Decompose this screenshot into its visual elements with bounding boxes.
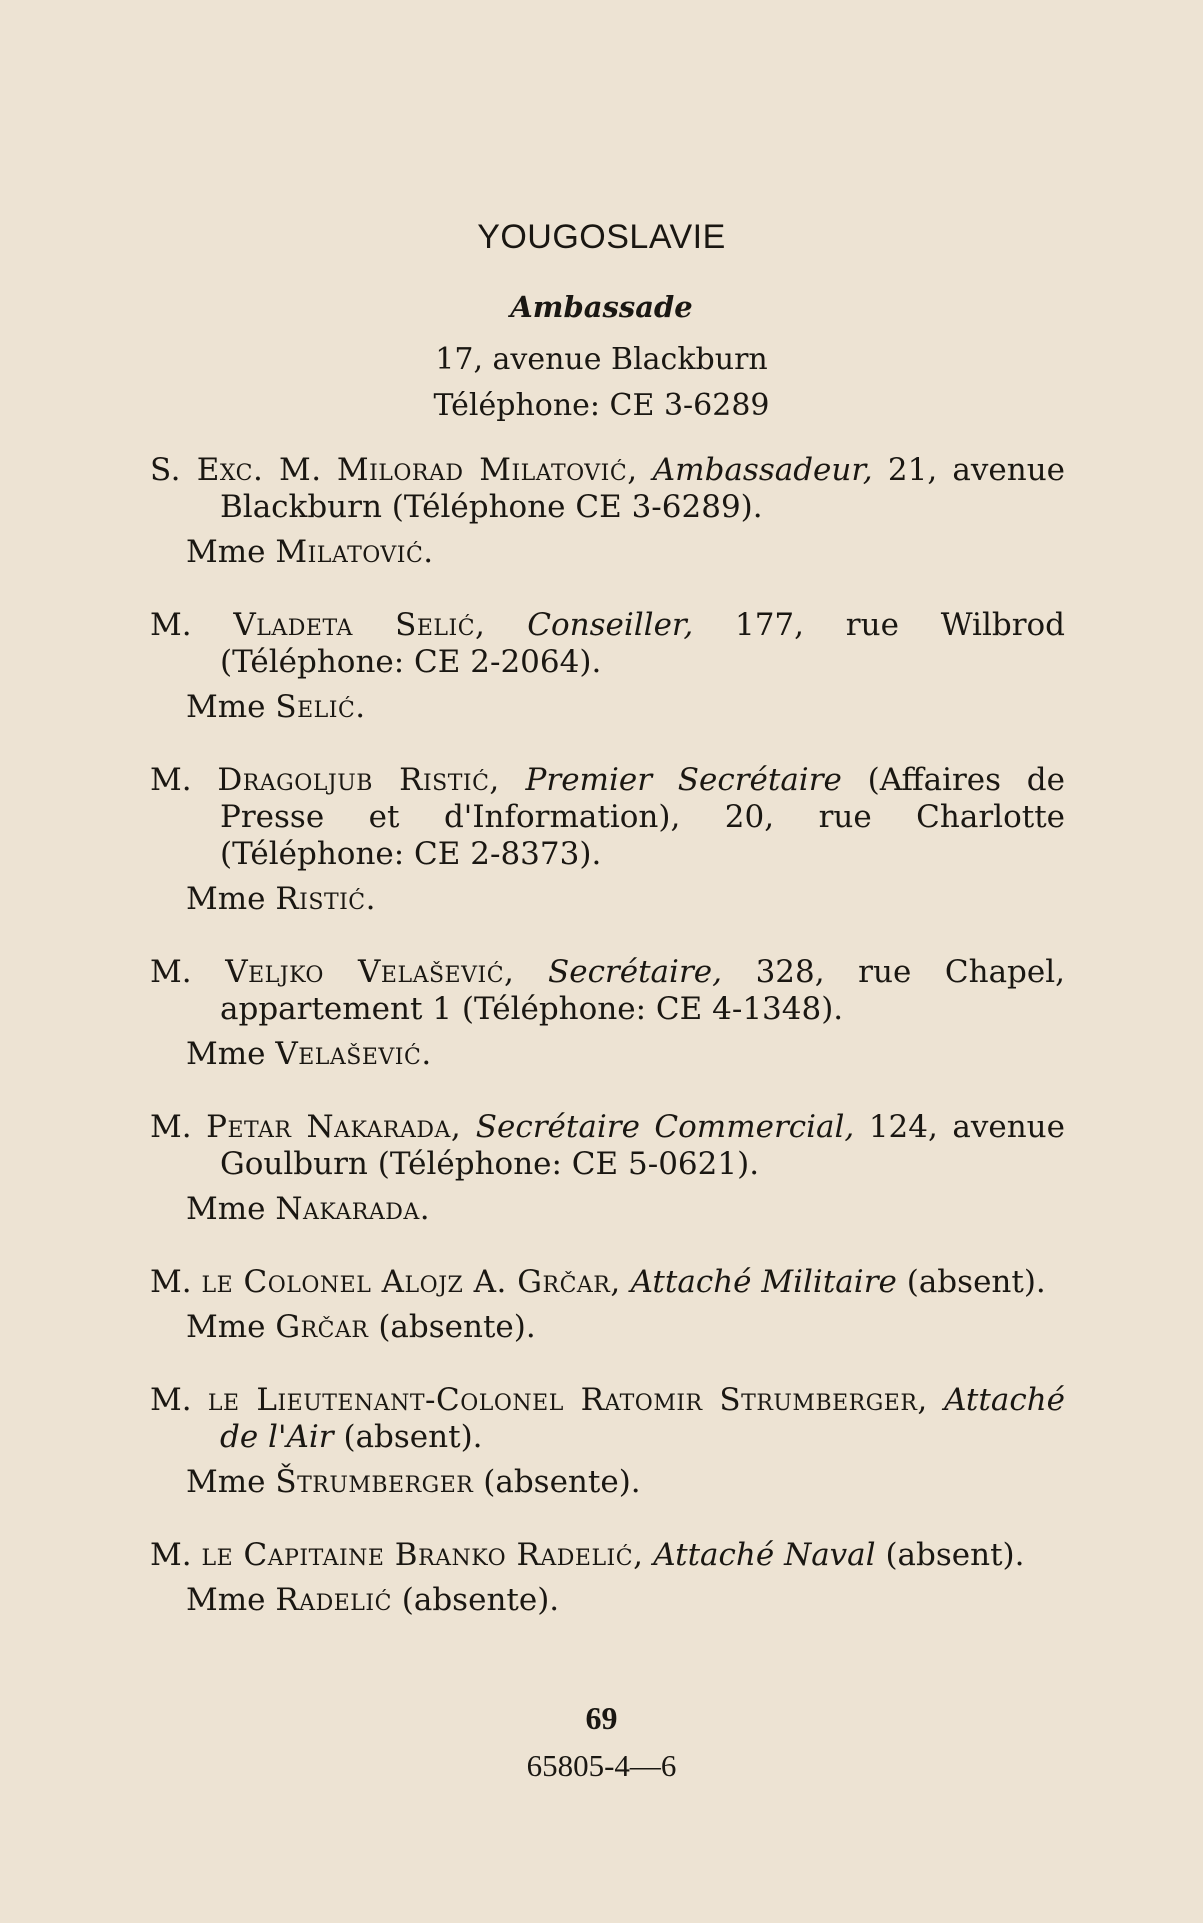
spouse-details: (absente). [483, 1464, 641, 1500]
entry-details: 124, avenue Goulburn (Téléphone: CE 5-0621). [220, 1109, 1065, 1182]
entry-name: le Lieutenant-Colonel Ratomir Strumberger, [207, 1382, 928, 1418]
spouse-prefix: Mme [186, 1191, 266, 1227]
entry-title: Secrétaire, [547, 954, 722, 990]
entry-details: 177, rue Wilbrod (Téléphone: CE 2-2064). [220, 607, 1066, 680]
spouse-details: (absente). [401, 1582, 560, 1618]
entry-name: le Colonel Alojz A. Grčar, [201, 1264, 621, 1300]
entry-prefix: M. [150, 762, 192, 798]
entry-main [150, 1382, 1065, 1456]
entry-details: (absent). [343, 1419, 483, 1455]
staff-entry [150, 762, 1065, 918]
entry-details: 328, rue Chapel, appartement 1 (Téléphone: CE 4-1348). [220, 954, 1066, 1027]
spouse-name: Velašević. [275, 1036, 432, 1072]
entry-prefix: M. [150, 1264, 192, 1300]
entry-main [150, 452, 1065, 526]
spouse-name: Štrumberger [275, 1464, 474, 1500]
staff-entry [150, 1537, 1065, 1619]
spouse-name: Selić. [275, 689, 366, 725]
entry-name: Petar Nakarada, [206, 1109, 462, 1145]
entry-title: Ambassadeur, [652, 452, 873, 488]
entry-spouse [150, 1464, 1065, 1501]
entry-main [150, 1264, 1065, 1301]
entry-name: Dragoljub Ristić, [217, 762, 500, 798]
entry-prefix: M. [150, 954, 192, 990]
spouse-name: Grčar [275, 1309, 369, 1345]
entry-spouse [150, 689, 1065, 726]
spouse-details: (absente). [378, 1309, 536, 1345]
entry-prefix: M. [150, 1382, 192, 1418]
embassy-address: 17, avenue Blackburn [435, 342, 768, 377]
spouse-prefix: Mme [186, 1464, 266, 1500]
entry-title: Attaché de l'Air [220, 1382, 1066, 1455]
entry-spouse [150, 1309, 1065, 1346]
spouse-prefix: Mme [186, 534, 266, 570]
entry-spouse [150, 1191, 1065, 1228]
staff-entry [150, 1109, 1065, 1228]
entry-spouse [150, 534, 1065, 571]
entry-details: 21, avenue Blackburn (Téléphone CE 3-6289). [220, 452, 1066, 525]
spouse-prefix: Mme [186, 1036, 266, 1072]
staff-list [150, 452, 1065, 1655]
entry-spouse [150, 881, 1065, 918]
entry-name: Veljko Velašević, [225, 954, 515, 990]
section-heading: Ambassade [510, 290, 693, 324]
entry-prefix: M. [150, 1109, 192, 1145]
spouse-prefix: Mme [186, 881, 266, 917]
embassy-telephone: Téléphone: CE 3-6289 [433, 388, 770, 423]
entry-name: Milorad Milatović, [336, 452, 638, 488]
entry-main [150, 1537, 1065, 1574]
entry-title: Attaché Naval [653, 1537, 876, 1573]
spouse-prefix: Mme [186, 1582, 266, 1618]
entry-title: Secrétaire Commercial, [475, 1109, 855, 1145]
spouse-prefix: Mme [186, 689, 266, 725]
entry-prefix: M. [150, 607, 192, 643]
staff-entry [150, 452, 1065, 571]
spouse-name: Radelić [275, 1582, 392, 1618]
staff-entry [150, 1382, 1065, 1501]
staff-entry [150, 607, 1065, 726]
spouse-name: Milatović. [275, 534, 434, 570]
spouse-name: Ristić. [275, 881, 376, 917]
entry-name: Vladeta Selić, [233, 607, 486, 643]
spouse-name: Nakarada. [275, 1191, 431, 1227]
entry-main [150, 607, 1065, 681]
entry-spouse [150, 1582, 1065, 1619]
entry-name: le Capitaine Branko Radelić, [201, 1537, 644, 1573]
entry-main [150, 954, 1065, 1028]
entry-main [150, 1109, 1065, 1183]
print-code: 65805-4—6 [526, 1748, 677, 1783]
entry-title: Premier Secrétaire [525, 762, 842, 798]
entry-details: (absent). [885, 1537, 1025, 1573]
entry-details: (absent). [906, 1264, 1046, 1300]
staff-entry [150, 954, 1065, 1073]
entry-main [150, 762, 1065, 873]
spouse-prefix: Mme [186, 1309, 266, 1345]
entry-prefix: S. Exc. M. [150, 452, 322, 488]
entry-title: Conseiller, [527, 607, 694, 643]
entry-details: (Affaires de Presse et d'Information), 20, rue Charlotte (Téléphone: CE 2-8373). [220, 762, 1065, 872]
entry-prefix: M. [150, 1537, 192, 1573]
entry-spouse [150, 1036, 1065, 1073]
page-number: 69 [585, 1700, 618, 1736]
staff-entry [150, 1264, 1065, 1346]
country-heading: YOUGOSLAVIE [477, 218, 726, 256]
entry-title: Attaché Militaire [630, 1264, 897, 1300]
